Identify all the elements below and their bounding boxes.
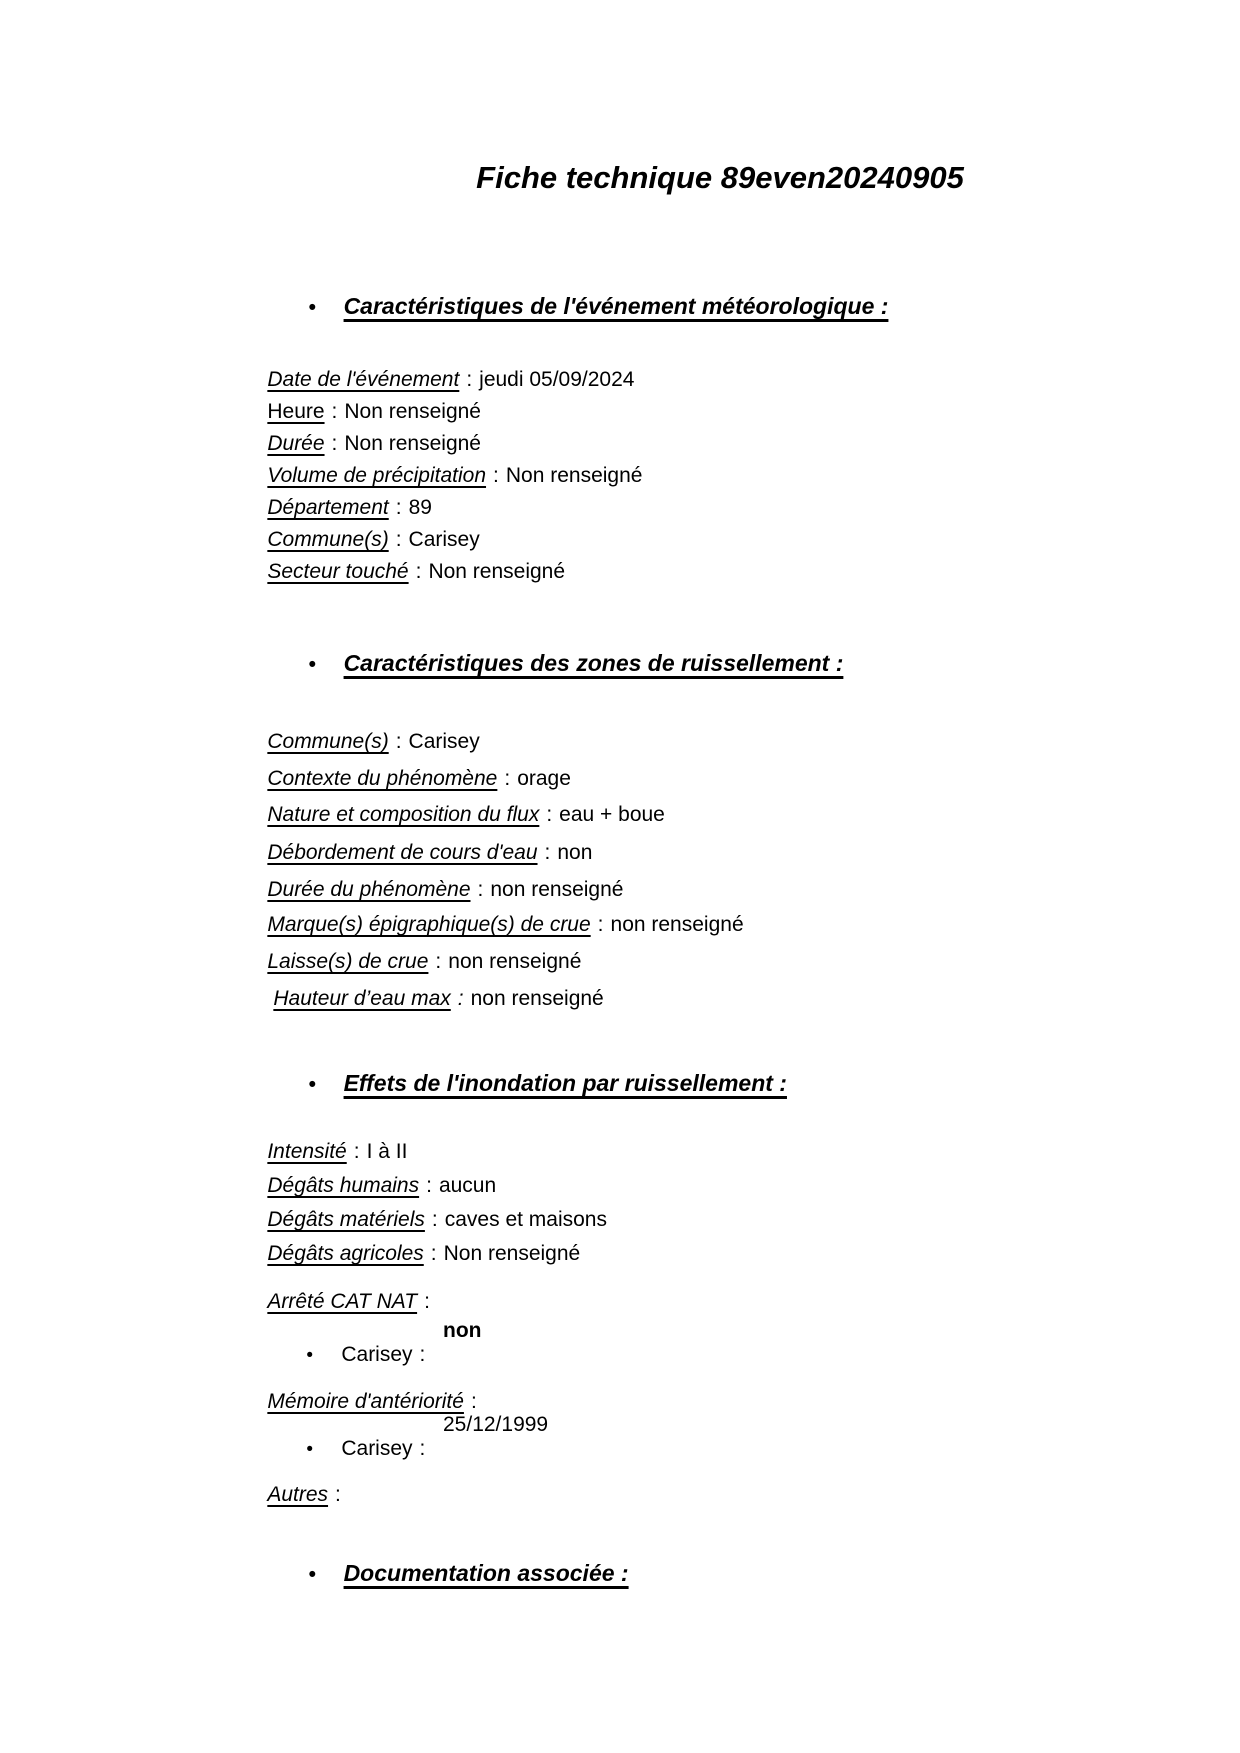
field-value: Non renseigné [428, 560, 566, 583]
colon-separator: : [331, 432, 338, 455]
field-label: Durée du phénomène [267, 878, 471, 901]
field-label: Hauteur d’eau max [273, 987, 451, 1010]
colon-separator: : [331, 400, 338, 423]
field-value: Carisey [408, 730, 480, 753]
field-label: Secteur touché [267, 560, 409, 583]
colon-separator: : [430, 1242, 437, 1265]
colon-separator: : [477, 878, 484, 901]
field-value: Non renseigné [505, 464, 643, 487]
section-heading-effets [283, 1044, 787, 1124]
commune-name: Carisey [341, 1343, 413, 1366]
colon-separator: : [435, 950, 442, 973]
section-heading-documentation [283, 1534, 629, 1614]
field-value: Non renseigné [443, 1242, 581, 1265]
field-value: non [557, 841, 593, 864]
colon-separator: : [419, 1343, 426, 1366]
field-autres [244, 1459, 348, 1531]
bullet-icon: • [308, 296, 316, 319]
colon-separator: : [335, 1483, 341, 1506]
field-label: Date de l'événement [267, 368, 460, 391]
bullet-icon: • [306, 1345, 313, 1366]
field-value: 89 [408, 496, 432, 519]
field-label: Marque(s) épigraphique(s) de crue [267, 913, 591, 936]
section-heading-label: Effets de l'inondation par ruissellement : [343, 1070, 787, 1096]
memoire-value: 25/12/1999 [443, 1413, 549, 1436]
section-heading-label: Caractéristiques des zones de ruissellement : [343, 650, 844, 676]
colon-separator: : [546, 803, 553, 826]
colon-separator: : [395, 496, 402, 519]
field-label: Commune(s) [267, 730, 389, 753]
field-label: Autres [267, 1483, 329, 1506]
field-label: Dégâts humains [267, 1174, 420, 1197]
colon-separator: : [493, 464, 499, 487]
field-label: Volume de précipitation [267, 464, 487, 487]
field-label: Dégâts matériels [267, 1208, 425, 1231]
section-heading-label: Caractéristiques de l'événement météorologique : [343, 293, 889, 319]
colon-separator: : [470, 1390, 477, 1413]
bullet-icon: • [308, 1563, 316, 1586]
section-heading-label: Documentation associée : [343, 1560, 629, 1586]
field-value: caves et maisons [444, 1208, 607, 1231]
colon-separator: : [419, 1437, 426, 1460]
field-value: Non renseigné [344, 400, 481, 423]
field-label: Commune(s) [267, 528, 389, 551]
field-value: orage [517, 767, 571, 790]
field-value: Carisey [408, 528, 480, 551]
colon-separator: : [504, 767, 511, 790]
colon-separator: : [395, 528, 402, 551]
colon-separator: : [426, 1174, 432, 1197]
field-hauteur-eau-max [250, 963, 604, 1035]
colon-separator: : [544, 841, 551, 864]
field-label: Arrêté CAT NAT [267, 1290, 418, 1313]
field-label: Département [267, 496, 389, 519]
colon-separator: : [597, 913, 604, 936]
field-value: non renseigné [490, 878, 624, 901]
field-label: Heure [267, 400, 325, 423]
field-label: Intensité [267, 1140, 347, 1163]
field-label: Dégâts agricoles [267, 1242, 424, 1265]
page-title: Fiche technique 89even20240905 [476, 160, 964, 195]
field-value: non renseigné [448, 950, 582, 973]
field-label: Durée [267, 432, 325, 455]
field-label: Mémoire d'antériorité [267, 1390, 464, 1413]
field-secteur-touche [244, 536, 565, 608]
field-value: I à II [366, 1140, 408, 1163]
colon-separator: : [415, 560, 422, 583]
section-heading-meteo [283, 267, 888, 347]
field-label: Débordement de cours d'eau [267, 841, 538, 864]
commune-name: Carisey [341, 1437, 413, 1460]
field-value: non renseigné [610, 913, 744, 936]
field-value: Non renseigné [344, 432, 481, 455]
colon-separator: : [431, 1208, 438, 1231]
field-value: jeudi 05/09/2024 [479, 368, 635, 391]
colon-separator: : [395, 730, 402, 753]
field-value: eau + boue [559, 803, 665, 826]
colon-separator: : [353, 1140, 360, 1163]
field-label: Laisse(s) de crue [267, 950, 429, 973]
colon-separator: : [457, 987, 464, 1010]
bullet-icon: • [308, 653, 316, 676]
arrete-value: non [443, 1319, 482, 1342]
section-heading-ruissellement [283, 624, 843, 704]
colon-separator: : [466, 368, 473, 391]
colon-separator: : [424, 1290, 430, 1313]
bullet-icon: • [306, 1439, 313, 1460]
field-label: Nature et composition du flux [267, 803, 540, 826]
field-label: Contexte du phénomène [267, 767, 498, 790]
field-value: aucun [438, 1174, 497, 1197]
field-value: non renseigné [470, 987, 604, 1010]
bullet-icon: • [308, 1073, 316, 1096]
